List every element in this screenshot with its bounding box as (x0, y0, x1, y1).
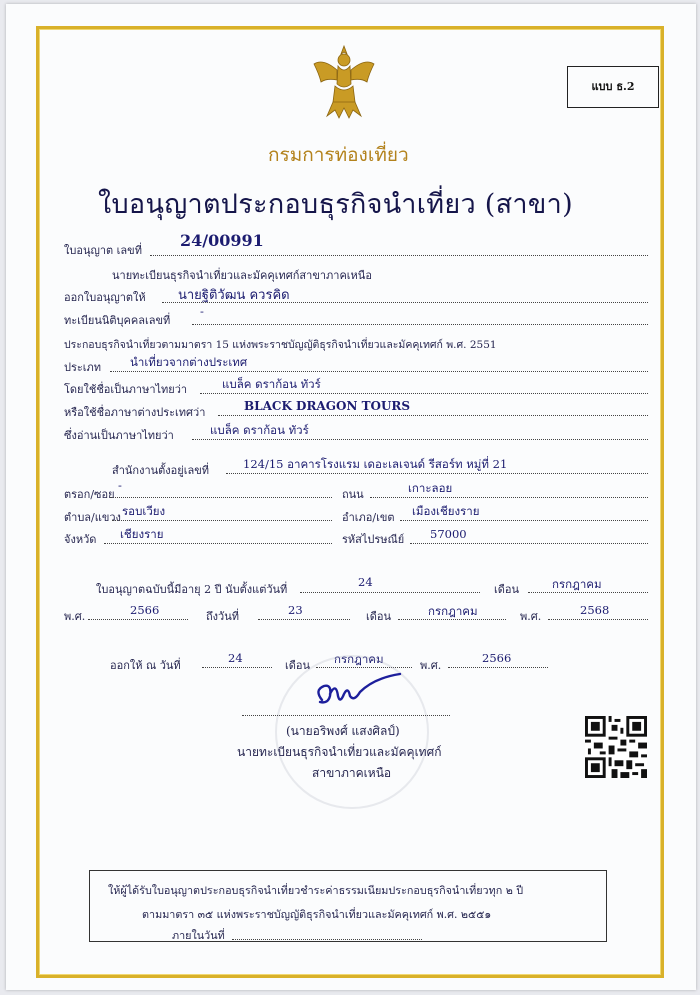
dotted-line (202, 667, 272, 668)
read-as-value: แบล็ค ดราก้อน ทัวร์ (210, 423, 309, 437)
issued-label: ออกให้ ณ วันที่ (110, 659, 181, 672)
license-number-label: ใบอนุญาต เลขที่ (64, 244, 142, 257)
province-label: จังหวัด (64, 533, 97, 546)
dotted-line (162, 302, 648, 303)
validity-until-label: ถึงวันที่ (206, 610, 239, 623)
read-as-label: ซึ่งอ่านเป็นภาษาไทยว่า (64, 429, 174, 442)
validity-end-year-label: พ.ศ. (520, 610, 542, 623)
grantee-name: นายฐิติวัฒน ควรคิด (178, 288, 290, 303)
issued-day: 24 (228, 651, 243, 665)
validity-end-month-label: เดือน (366, 610, 392, 623)
validity-end-year: 2568 (580, 603, 610, 617)
validity-start-month: กรกฎาคม (552, 577, 602, 591)
thai-name-value: แบล็ค ดราก้อน ทัวร์ (222, 377, 321, 391)
type-label: ประเภท (64, 361, 102, 374)
soi-value: - (118, 478, 122, 492)
juristic-number: - (200, 304, 204, 318)
dotted-line (88, 619, 188, 620)
issued-year: 2566 (482, 651, 512, 665)
handwritten-signature (300, 672, 410, 712)
signature-dotted-line (242, 715, 450, 716)
postal-value: 57000 (430, 527, 467, 541)
subdistrict-label: ตำบล/แขวง (64, 511, 121, 524)
garuda-emblem-icon (311, 44, 377, 122)
signatory-region: สาขาภาคเหนือ (312, 766, 392, 780)
validity-start-year: 2566 (130, 603, 160, 617)
issued-year-label: พ.ศ. (420, 659, 442, 672)
type-value: นำเที่ยวจากต่างประเทศ (130, 355, 248, 369)
dotted-line (258, 619, 350, 620)
dotted-line (370, 497, 648, 498)
dotted-line (232, 939, 422, 940)
validity-year-label: พ.ศ. (64, 610, 86, 623)
district-value: เมืองเชียงราย (412, 504, 480, 518)
qr-code-icon (585, 716, 647, 778)
thai-name-label: โดยใช้ชื่อเป็นภาษาไทยว่า (64, 383, 188, 396)
law-line: ประกอบธุรกิจนำเที่ยวตามมาตรา 15 แห่งพระราชบัญญัติธุรกิจนำเที่ยวและมัคคุเทศก์ พ.ศ. 2551 (64, 339, 497, 351)
agency-name: กรมการท่องเที่ยว (268, 144, 409, 166)
dotted-line (192, 324, 648, 325)
signatory-position: นายทะเบียนธุรกิจนำเที่ยวและมัคคุเทศก์ (237, 745, 442, 759)
renewal-notice-line-1: ให้ผู้ได้รับใบอนุญาตประกอบธุรกิจนำเที่ยวชำระค่าธรรมเนียมประกอบธุรกิจนำเที่ยวทุก ๒ ปี (108, 884, 524, 897)
validity-month-label: เดือน (494, 583, 520, 596)
postal-label: รหัสไปรษณีย์ (342, 533, 405, 546)
soi-label: ตรอก/ซอย (64, 488, 115, 501)
dotted-line (192, 439, 648, 440)
district-label: อำเภอ/เขต (342, 511, 395, 524)
road-label: ถนน (342, 488, 364, 501)
dotted-line (410, 543, 648, 544)
office-label: สำนักงานตั้งอยู่เลขที่ (112, 464, 209, 477)
dotted-line (104, 543, 332, 544)
form-code-box: แบบ ธ.2 (567, 66, 659, 108)
dotted-line (200, 393, 648, 394)
dotted-line (528, 592, 648, 593)
subdistrict-value: รอบเวียง (122, 504, 166, 518)
dotted-line (398, 619, 506, 620)
juristic-label: ทะเบียนนิติบุคคลเลขที่ (64, 314, 171, 327)
dotted-line (150, 255, 648, 256)
dotted-line (112, 520, 332, 521)
dotted-line (110, 371, 648, 372)
dotted-line (110, 497, 332, 498)
license-number: 24/00991 (180, 231, 264, 250)
foreign-name-label: หรือใช้ชื่อภาษาต่างประเทศว่า (64, 406, 206, 419)
dotted-line (218, 415, 648, 416)
signatory-name: (นายอริพงศ์ แสงศิลป์) (286, 724, 400, 738)
renewal-notice-line-3: ภายในวันที่ (172, 929, 225, 942)
issuer-line: นายทะเบียนธุรกิจนำเที่ยวและมัคคุเทศก์สาขาภาคเหนือ (112, 269, 372, 282)
province-value: เชียงราย (120, 527, 164, 541)
dotted-line (448, 667, 548, 668)
issued-month: กรกฎาคม (334, 652, 384, 666)
grantee-label: ออกใบอนุญาตให้ (64, 291, 146, 304)
road-value: เกาะลอย (408, 481, 453, 495)
dotted-line (226, 473, 648, 474)
foreign-name-value: BLACK DRAGON TOURS (244, 399, 411, 413)
validity-end-month: กรกฎาคม (428, 604, 478, 618)
certificate-title: ใบอนุญาตประกอบธุรกิจนำเที่ยว (สาขา) (98, 189, 573, 220)
dotted-line (400, 520, 648, 521)
dotted-line (548, 619, 648, 620)
office-value: 124/15 อาคารโรงแรม เดอะเลเจนด์ รีสอร์ท หมู่ที่ 21 (243, 457, 508, 471)
dotted-line (300, 592, 480, 593)
issued-month-label: เดือน (285, 659, 311, 672)
validity-start-day: 24 (358, 575, 373, 589)
renewal-notice-line-2: ตามมาตรา ๓๕ แห่งพระราชบัญญัติธุรกิจนำเที่ยวและมัคคุเทศก์ พ.ศ. ๒๕๕๑ (142, 908, 492, 921)
validity-end-day: 23 (288, 603, 303, 617)
validity-label: ใบอนุญาตฉบับนี้มีอายุ 2 ปี นับตั้งแต่วันที่ (96, 583, 288, 596)
